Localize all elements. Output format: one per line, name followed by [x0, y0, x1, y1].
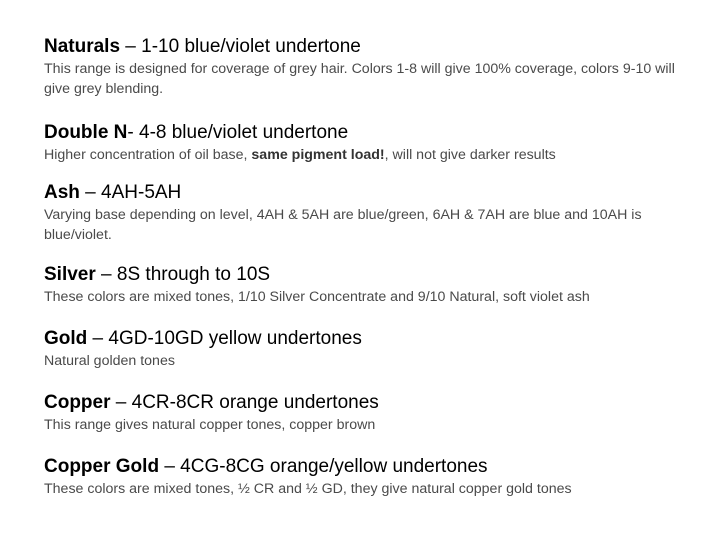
section-description: [44, 479, 572, 499]
section-description: [44, 205, 704, 245]
description-emphasis: same pigment load!: [251, 147, 385, 163]
section-subtitle: – 4AH-5AH: [79, 182, 182, 203]
section-copper-gold: [44, 456, 572, 499]
section-subtitle: – 4CG-8CG orange/yellow undertones: [159, 456, 488, 477]
section-copper: [44, 392, 379, 435]
section-silver: [44, 264, 590, 307]
section-title: Ash: [44, 182, 80, 203]
description-text: This range is designed for coverage of grey hair. Colors 1-8 will give 100% coverage, colors 9-10 will give grey blending.: [44, 61, 675, 97]
section-subtitle: – 4GD-10GD yellow undertones: [87, 328, 362, 349]
section-heading: [44, 392, 379, 414]
section-title: Silver: [44, 264, 96, 285]
section-heading: [44, 182, 704, 204]
section-subtitle: – 8S through to 10S: [95, 264, 271, 285]
section-title: Gold: [44, 328, 88, 349]
section-subtitle: – 1-10 blue/violet undertone: [120, 36, 361, 57]
section-heading: [44, 328, 362, 350]
description-text: This range gives natural copper tones, copper brown: [44, 417, 376, 433]
section-description: [44, 415, 379, 435]
section-subtitle: - 4-8 blue/violet undertone: [127, 122, 349, 143]
description-text: These colors are mixed tones, ½ CR and ½ GD, they give natural copper gold tones: [44, 481, 572, 497]
section-title: Copper: [44, 392, 111, 413]
section-description: [44, 59, 704, 99]
section-title: Double N: [44, 122, 128, 143]
section-title: Naturals: [44, 36, 121, 57]
description-text: Varying base depending on level, 4AH & 5AH are blue/green, 6AH & 7AH are blue and 10AH is blue/violet.: [44, 207, 642, 243]
description-text: Natural golden tones: [44, 353, 175, 369]
section-description: [44, 145, 556, 165]
section-subtitle: – 4CR-8CR orange undertones: [110, 392, 379, 413]
description-text: Higher concentration of oil base,: [44, 147, 252, 163]
section-heading: [44, 122, 556, 144]
section-double-n: [44, 122, 556, 165]
section-description: [44, 351, 362, 371]
section-gold: [44, 328, 362, 371]
section-description: [44, 287, 590, 307]
section-heading: [44, 36, 704, 58]
description-text: These colors are mixed tones, 1/10 Silver Concentrate and 9/10 Natural, soft violet ash: [44, 289, 590, 305]
section-title: Copper Gold: [44, 456, 160, 477]
description-text-end: , will not give darker results: [384, 147, 556, 163]
section-heading: [44, 456, 572, 478]
section-ash: [44, 182, 704, 245]
section-heading: [44, 264, 590, 286]
section-naturals: [44, 36, 704, 99]
